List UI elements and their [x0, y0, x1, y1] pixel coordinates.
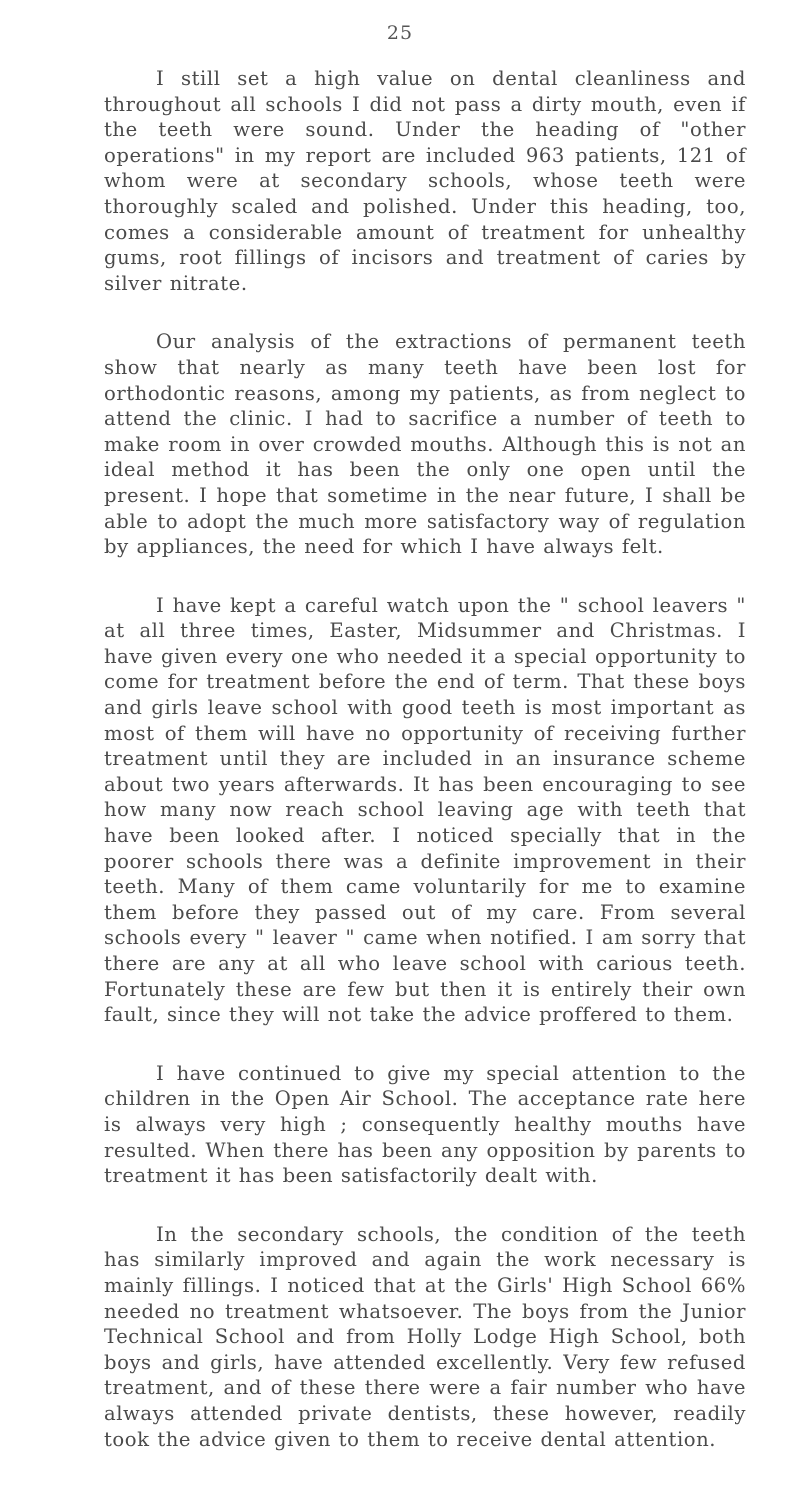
paragraph-school-leavers: I have kept a careful watch upon the " school leavers " at all three times, Easter, Midsummer and Christmas. I have given every one who needed it a special opportunity to come for treatment before the end of term. That these boys and girls leave school with good teeth is most important as most of them will have no opportunity of receiving further treatment until they are included in an insurance scheme about two years afterwards. It has been encouraging to see how many now reach school leaving age with teeth that have been looked after. I noticed specially that in the poorer schools there was a definite improvement in their teeth. Many of them came voluntarily for me to examine them before they passed out of my care. From several schools every " leaver " came when notified. I am sorry that there are any at all who leave school with carious teeth. Fortunately these are few but then it is entirely their own fault, since they will not take the advice proffered to them. — [104, 593, 746, 1027]
paragraph-secondary-schools: In the secondary schools, the condition of the teeth has similarly improved and again the work necessary is mainly fillings. I noticed that at the Girls' High School 66% needed no treatment whatsoever. The boys from the Junior Technical School and from Holly Lodge High School, both boys and girls, have attended excellently. Very few refused treatment, and of these there were a fair number who have always attended private dentists, these however, readily took the advice given to them to receive dental attention. — [104, 1222, 746, 1451]
report-body — [104, 66, 746, 1485]
paragraph-open-air-school: I have continued to give my special attention to the children in the Open Air School. The acceptance rate here is always very high ; consequently healthy mouths have resulted. When there has been any opposition by parents to treatment it has been satisfactorily dealt with. — [104, 1061, 746, 1188]
paragraph-dental-cleanliness: I still set a high value on dental cleanliness and throughout all schools I did not pass a dirty mouth, even if the teeth were sound. Under the heading of "other operations" in my report are included 963 patients, 121 of whom were at secondary schools, whose teeth were thoroughly scaled and polished. Under this heading, too, comes a considerable amount of treatment for unhealthy gums, root fillings of incisors and treatment of caries by silver nitrate. — [104, 67, 746, 295]
page-number: 25 — [386, 22, 414, 44]
paragraph-orthodontic-extractions: Our analysis of the extractions of permanent teeth show that nearly as many teeth have been lost for orthodontic reasons, among my patients, as from neglect to attend the clinic. I had to sacrifice a number of teeth to make room in over crowded mouths. Although this is not an ideal method it has been the only one open until the present. I hope that sometime in the near future, I shall be able to adopt the much more satisfactory way of regulation by appliances, the need for which I have always felt. — [104, 330, 746, 559]
